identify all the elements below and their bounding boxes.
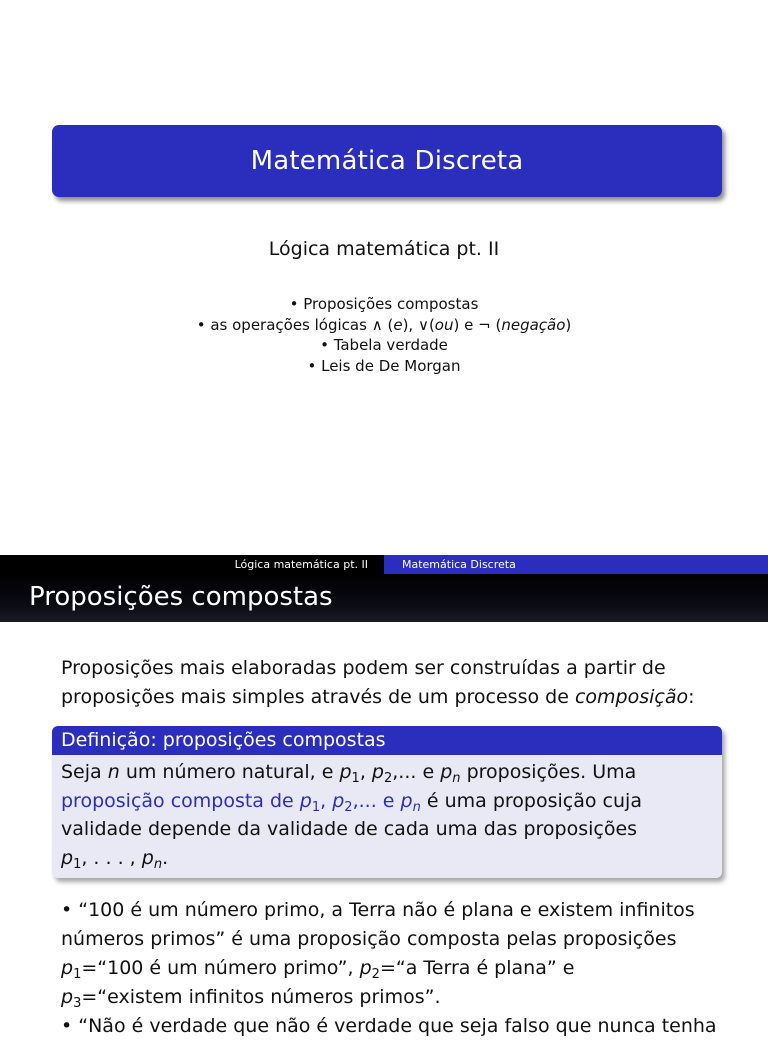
- intro-line: Proposições mais elaboradas podem ser construídas a partir de: [61, 657, 666, 679]
- example-line: • “100 é um número primo, a Terra não é plana e existem infinitos: [61, 899, 695, 921]
- examples: [61, 896, 741, 1041]
- topic-item: • as operações lógicas ∧ (e), ∨(ou) e ¬ (negação): [196, 315, 572, 334]
- headline-section[interactable]: Lógica matemática pt. II: [0, 555, 384, 574]
- headline-title[interactable]: Matemática Discreta: [384, 555, 768, 574]
- definition-line: $p_1$, . . . , $p_n$.: [61, 846, 169, 872]
- example-line: $p_3=“existem$ infinitos números primos”.: [61, 986, 441, 1011]
- definition-line: proposição composta de $p_1$, $p_2$,... e $p_n$ é uma proposição cuja: [61, 789, 642, 815]
- intro-line: proposições mais simples através de um processo de composição:: [61, 686, 695, 708]
- definition-line: Seja n um número natural, e $p_1$, $p_2$,... e $p_n$ proposições. Uma: [61, 761, 637, 786]
- topic-item: • Leis de De Morgan: [307, 356, 461, 375]
- definition-body: [52, 755, 722, 872]
- topics-list: [0, 294, 768, 376]
- example-line: • “Não é verdade que não é verdade que seja falso que nunca tenha: [61, 1015, 717, 1037]
- intro-paragraph: [61, 654, 731, 712]
- definition-block: [52, 726, 722, 878]
- presentation-title: Matemática Discreta: [250, 146, 524, 176]
- beamer-headline: [0, 555, 768, 574]
- presentation-subtitle: Lógica matemática pt. II: [268, 238, 500, 260]
- definition-line: validade depende da validade de cada uma das proposições: [61, 818, 638, 840]
- topic-item: • Tabela verdade: [320, 336, 448, 354]
- topic-item: • Proposições compostas: [289, 295, 479, 313]
- example-line: $p_1=“100$ é um número primo”, $p_2=“a$ Terra é plana” e: [61, 957, 575, 982]
- presentation-title-box: [52, 125, 722, 197]
- highlighted-term: proposição composta de $p_1$, $p_2$,... e $p_n$: [61, 789, 421, 815]
- example-line: números primos” é uma proposição composta pelas proposições: [61, 928, 677, 950]
- frame-title: Proposições compostas: [0, 574, 768, 622]
- definition-title: Definição: proposições compostas: [52, 726, 722, 755]
